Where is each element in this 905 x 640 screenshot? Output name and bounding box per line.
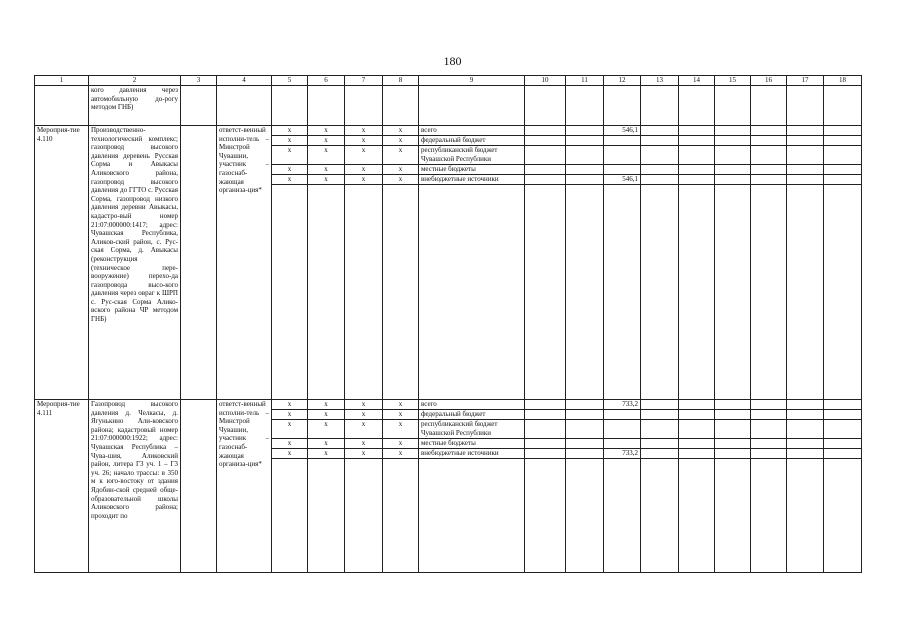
x-mark: х: [272, 165, 308, 175]
x-mark: х: [383, 439, 419, 449]
col-header: 1: [35, 76, 89, 86]
amount-total: 546,1: [604, 126, 641, 136]
col-header: 15: [715, 76, 751, 86]
x-mark: х: [308, 146, 345, 165]
x-mark: х: [272, 175, 308, 185]
x-mark: х: [345, 136, 383, 146]
measure-code: Мероприя-тие 4.111: [35, 400, 89, 573]
x-mark: х: [308, 420, 345, 439]
x-mark: х: [308, 410, 345, 420]
x-mark: х: [308, 439, 345, 449]
continuation-row: [35, 86, 862, 126]
amount-extrabudget: 733,2: [604, 449, 641, 459]
x-mark: х: [345, 439, 383, 449]
x-mark: х: [272, 420, 308, 439]
x-mark: х: [345, 126, 383, 136]
budget-source: внебюджетные источники: [419, 175, 525, 185]
col-header: 14: [679, 76, 715, 86]
x-mark: х: [272, 146, 308, 165]
budget-source: всего: [419, 400, 525, 410]
column-number-row: [35, 76, 862, 86]
col-header: 5: [272, 76, 308, 86]
col-header: 8: [383, 76, 419, 86]
x-mark: х: [272, 439, 308, 449]
col-header: 3: [181, 76, 217, 86]
x-mark: х: [308, 175, 345, 185]
col-header: 10: [525, 76, 566, 86]
x-mark: х: [383, 449, 419, 459]
col-header: 6: [308, 76, 345, 86]
col-header: 13: [641, 76, 679, 86]
x-mark: х: [345, 410, 383, 420]
col-header: 17: [787, 76, 824, 86]
x-mark: х: [308, 400, 345, 410]
measure-executor: ответст-венный исполни-тель – Минстрой Чувашии, участник – газоснаб-жающая организа-ция*: [217, 400, 272, 573]
x-mark: х: [383, 175, 419, 185]
x-mark: х: [272, 136, 308, 146]
col-header: 4: [217, 76, 272, 86]
measure-description: кого давления через автомобильную до-рогу методом ГНБ): [89, 86, 181, 126]
amount-total: 733,2: [604, 400, 641, 410]
col-header: 2: [89, 76, 181, 86]
col-header: 16: [751, 76, 787, 86]
col-header: 18: [824, 76, 862, 86]
budget-source: внебюджетные источники: [419, 449, 525, 459]
x-mark: х: [272, 126, 308, 136]
measure-executor: ответст-венный исполни-тель – Минстрой Чувашии, участник – газоснаб-жающая организа-ция*: [217, 126, 272, 400]
page-number: 180: [443, 54, 462, 68]
x-mark: х: [345, 146, 383, 165]
col-header: 9: [419, 76, 525, 86]
x-mark: х: [345, 175, 383, 185]
budget-source: республиканский бюджет Чувашской Республики: [419, 420, 525, 439]
x-mark: х: [308, 136, 345, 146]
measure-description: Газопровод высокого давления д. Челкасы, д. Ягунькино Али-ковского района; кадастровый номер 21:07:000000:1922; адрес: Чувашская Республика – Чува-шия, Аликовский район, литера Г3 уч. 1 – Г3 уч. 26; начало трассы: в 350 м к юго-востоку от здания Ядобин-ской средней обще-образовательной школы Аликовского района; проходит по: [89, 400, 181, 573]
x-mark: х: [383, 400, 419, 410]
budget-source: федеральный бюджет: [419, 410, 525, 420]
col-header: 11: [566, 76, 604, 86]
x-mark: х: [345, 449, 383, 459]
col-header: 7: [345, 76, 383, 86]
x-mark: х: [345, 420, 383, 439]
col-header: 12: [604, 76, 641, 86]
table-row: [35, 400, 862, 410]
x-mark: х: [383, 165, 419, 175]
x-mark: х: [383, 420, 419, 439]
x-mark: х: [272, 400, 308, 410]
x-mark: х: [345, 165, 383, 175]
x-mark: х: [383, 146, 419, 165]
x-mark: х: [272, 449, 308, 459]
table-row: [35, 126, 862, 136]
x-mark: х: [383, 410, 419, 420]
measure-description: Производственно-технологический комплекс; газопровод высокого давления деревень Русская Сорма и Авыкасы Аликовского района, газопровод высокого давления до ГГТО с. Русская Сорма, газопровод низкого давления деревни Авыкасы, кадастро-вый номер 21:07:000000:1417; адрес: Чувашская Республика, Аликов-ский район, с. Рус-ская Сорма, д. Авыкасы (реконструкция (техническое пере-вооружение) перехо-да газопровода высо-кого давления через овраг к ШРП с. Рус-ская Сорма Алико-вского района ЧР методом ГНБ): [89, 126, 181, 400]
x-mark: х: [345, 400, 383, 410]
budget-source: местные бюджеты: [419, 439, 525, 449]
measure-code: Мероприя-тие 4.110: [35, 126, 89, 400]
budget-source: республиканский бюджет Чувашской Республики: [419, 146, 525, 165]
x-mark: х: [383, 126, 419, 136]
x-mark: х: [308, 449, 345, 459]
x-mark: х: [308, 165, 345, 175]
x-mark: х: [308, 126, 345, 136]
budget-source: федеральный бюджет: [419, 136, 525, 146]
x-mark: х: [272, 410, 308, 420]
x-mark: х: [383, 136, 419, 146]
budget-source: всего: [419, 126, 525, 136]
budget-source: местные бюджеты: [419, 165, 525, 175]
program-table: [34, 75, 862, 573]
amount-extrabudget: 546,1: [604, 175, 641, 185]
